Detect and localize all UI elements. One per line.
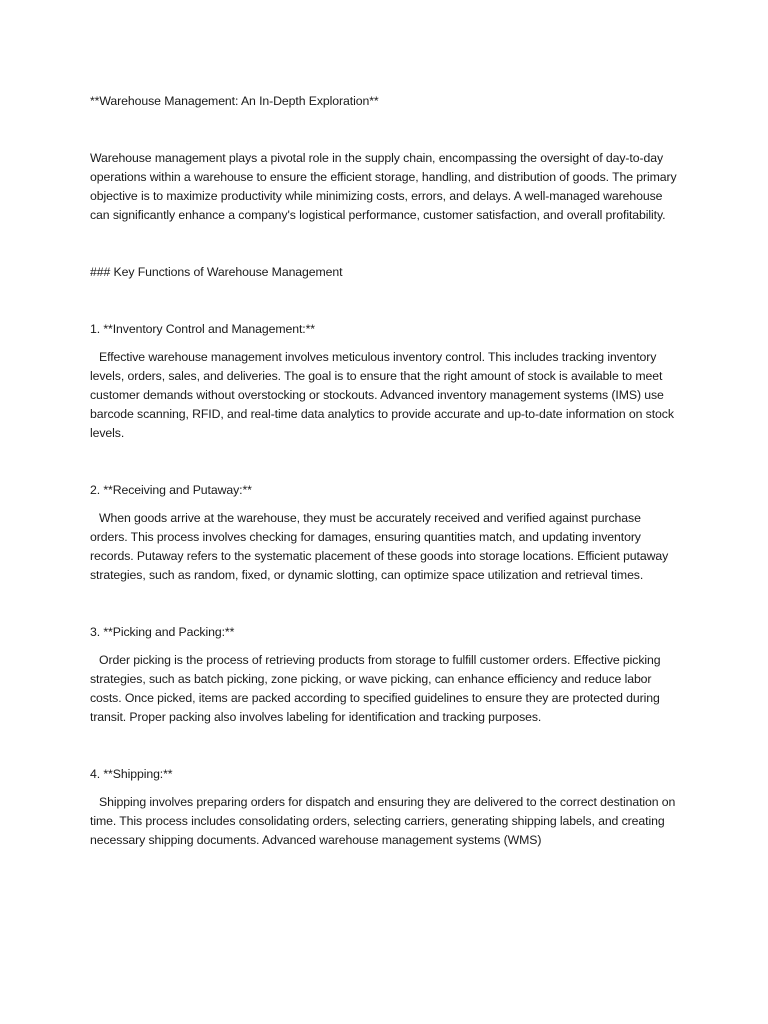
item-heading-shipping: 4. **Shipping:** bbox=[90, 767, 173, 781]
item-body-picking-packing: Order picking is the process of retrieving products from storage to fulfill customer orders. Effective picking strategies, such as batch picking, zone picking, or wave picking, can enhance efficiency and reduce labor costs. Once picked, items are packed according to specified guidelines to ensure they are protected during transit. Proper packing also involves labeling for identification and tracking purposes. bbox=[90, 653, 661, 724]
document-content bbox=[90, 92, 680, 888]
item-body-inventory-control: Effective warehouse management involves meticulous inventory control. This includes tracking inventory levels, orders, sales, and deliveries. The goal is to ensure that the right amount of stock is available to meet customer demands without overstocking or stockouts. Advanced inventory management systems (IMS) use barcode scanning, RFID, and real-time data analytics to provide accurate and up-to-date information on stock levels. bbox=[90, 350, 674, 440]
item-heading-receiving-putaway: 2. **Receiving and Putaway:** bbox=[90, 483, 252, 497]
item-heading-inventory-control: 1. **Inventory Control and Management:** bbox=[90, 322, 315, 336]
intro-paragraph: Warehouse management plays a pivotal role in the supply chain, encompassing the oversight of day-to-day operations within a warehouse to ensure the efficient storage, handling, and distribution of goods. The primary objective is to maximize productivity while minimizing costs, errors, and delays. A well-managed warehouse can significantly enhance a company's logistical performance, customer satisfaction, and overall profitability. bbox=[90, 151, 677, 222]
item-heading-picking-packing: 3. **Picking and Packing:** bbox=[90, 625, 235, 639]
document-title: **Warehouse Management: An In-Depth Exploration** bbox=[90, 94, 379, 108]
item-body-shipping: Shipping involves preparing orders for dispatch and ensuring they are delivered to the correct destination on time. This process includes consolidating orders, selecting carriers, generating shipping labels, and creating necessary shipping documents. Advanced warehouse management systems (WMS) bbox=[90, 795, 676, 847]
section-heading: ### Key Functions of Warehouse Management bbox=[90, 265, 343, 279]
item-body-receiving-putaway: When goods arrive at the warehouse, they must be accurately received and verified against purchase orders. This process involves checking for damages, ensuring quantities match, and updating inventory records. Putaway refers to the systematic placement of these goods into storage locations. Efficient putaway strategies, such as random, fixed, or dynamic slotting, can optimize space utilization and retrieval times. bbox=[90, 511, 669, 582]
